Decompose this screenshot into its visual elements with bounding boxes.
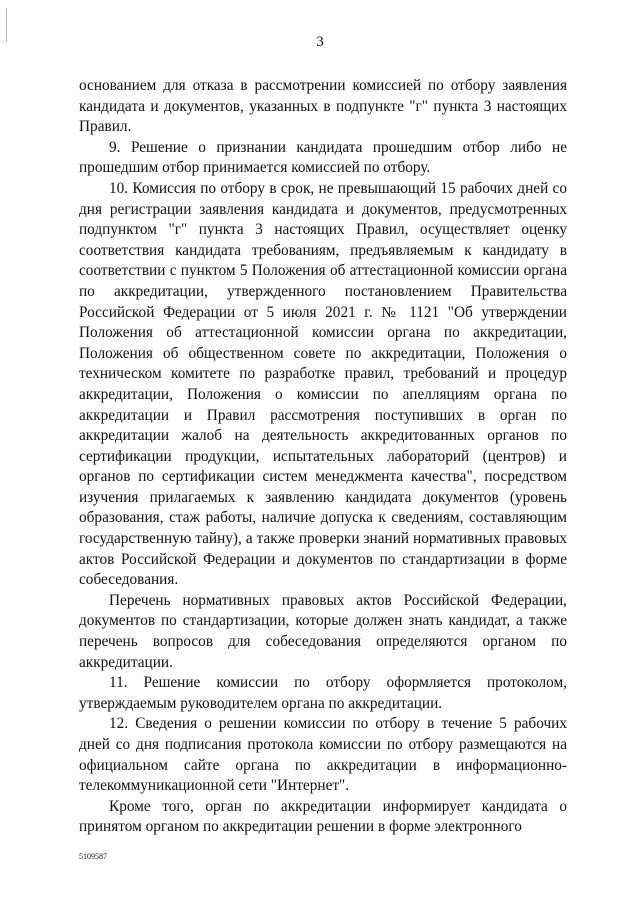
paragraph-list-of-acts: Перечень нормативных правовых актов Российской Федерации, документов по стандартизации, которые должен знать кандидат, а также перечень вопросов для собеседования определяются органом по аккредитации. bbox=[79, 591, 567, 671]
paragraph-item-10: 10. Комиссия по отбору в срок, не превышающий 15 рабочих дней со дня регистрации заявления кандидата и документов, предусмотренных подпунктом "г" пункта 3 настоящих Правил, осуществляет оценку соответствия кандидата требованиям, предъявляемым к кандидату в соответствии с пунктом 5 Положения об аттестационной комиссии органа по аккредитации, утвержденного постановлением Правительства Российской Федерации от 5 июля 2021 г. № 1121 "Об утверждении Положения об аттестационной комиссии органа по аккредитации, Положения об общественном совете по аккредитации, Положения о техническом комитете по разработке правил, требований и процедур аккредитации, Положения о комиссии по апелляциям органа по аккредитации и Правил рассмотрения поступивших в орган по аккредитации жалоб на деятельность аккредитованных органов по сертификации продукции, испытательных лабораторий (центров) и органов по сертификации систем менеджмента качества", посредством изучения прилагаемых к заявлению кандидата документов (уровень образования, стаж работы, наличие допуска к сведениям, составляющим государственную тайну), а также проверки знаний нормативных правовых актов Российской Федерации и документов по стандартизации в форме собеседования. bbox=[79, 179, 567, 589]
paragraph-item-11: 11. Решение комиссии по отбору оформляется протоколом, утверждаемым руководителем органа по аккредитации. bbox=[79, 674, 567, 712]
paragraph-item-9: 9. Решение о признании кандидата прошедшим отбор либо не прошедшим отбор принимается комиссией по отбору. bbox=[79, 138, 567, 177]
paragraph-notification: Кроме того, орган по аккредитации информирует кандидата о принятом органом по аккредитации решении в форме электронного bbox=[79, 797, 567, 836]
page-number: 3 bbox=[316, 34, 324, 50]
paragraph-continuation: основанием для отказа в рассмотрении комиссией по отбору заявления кандидата и документов, указанных в подпункте "г" пункта 3 настоящих Правил. bbox=[79, 77, 567, 136]
footer-document-code: 5109587 bbox=[79, 852, 107, 861]
document-body bbox=[79, 76, 567, 838]
paragraph-item-12: 12. Сведения о решении комиссии по отбору в течение 5 рабочих дней со дня подписания протокола комиссии по отбору размещаются на официальном сайте органа по аккредитации в информационно-телекоммуникационной сети "Интернет". bbox=[79, 715, 567, 795]
